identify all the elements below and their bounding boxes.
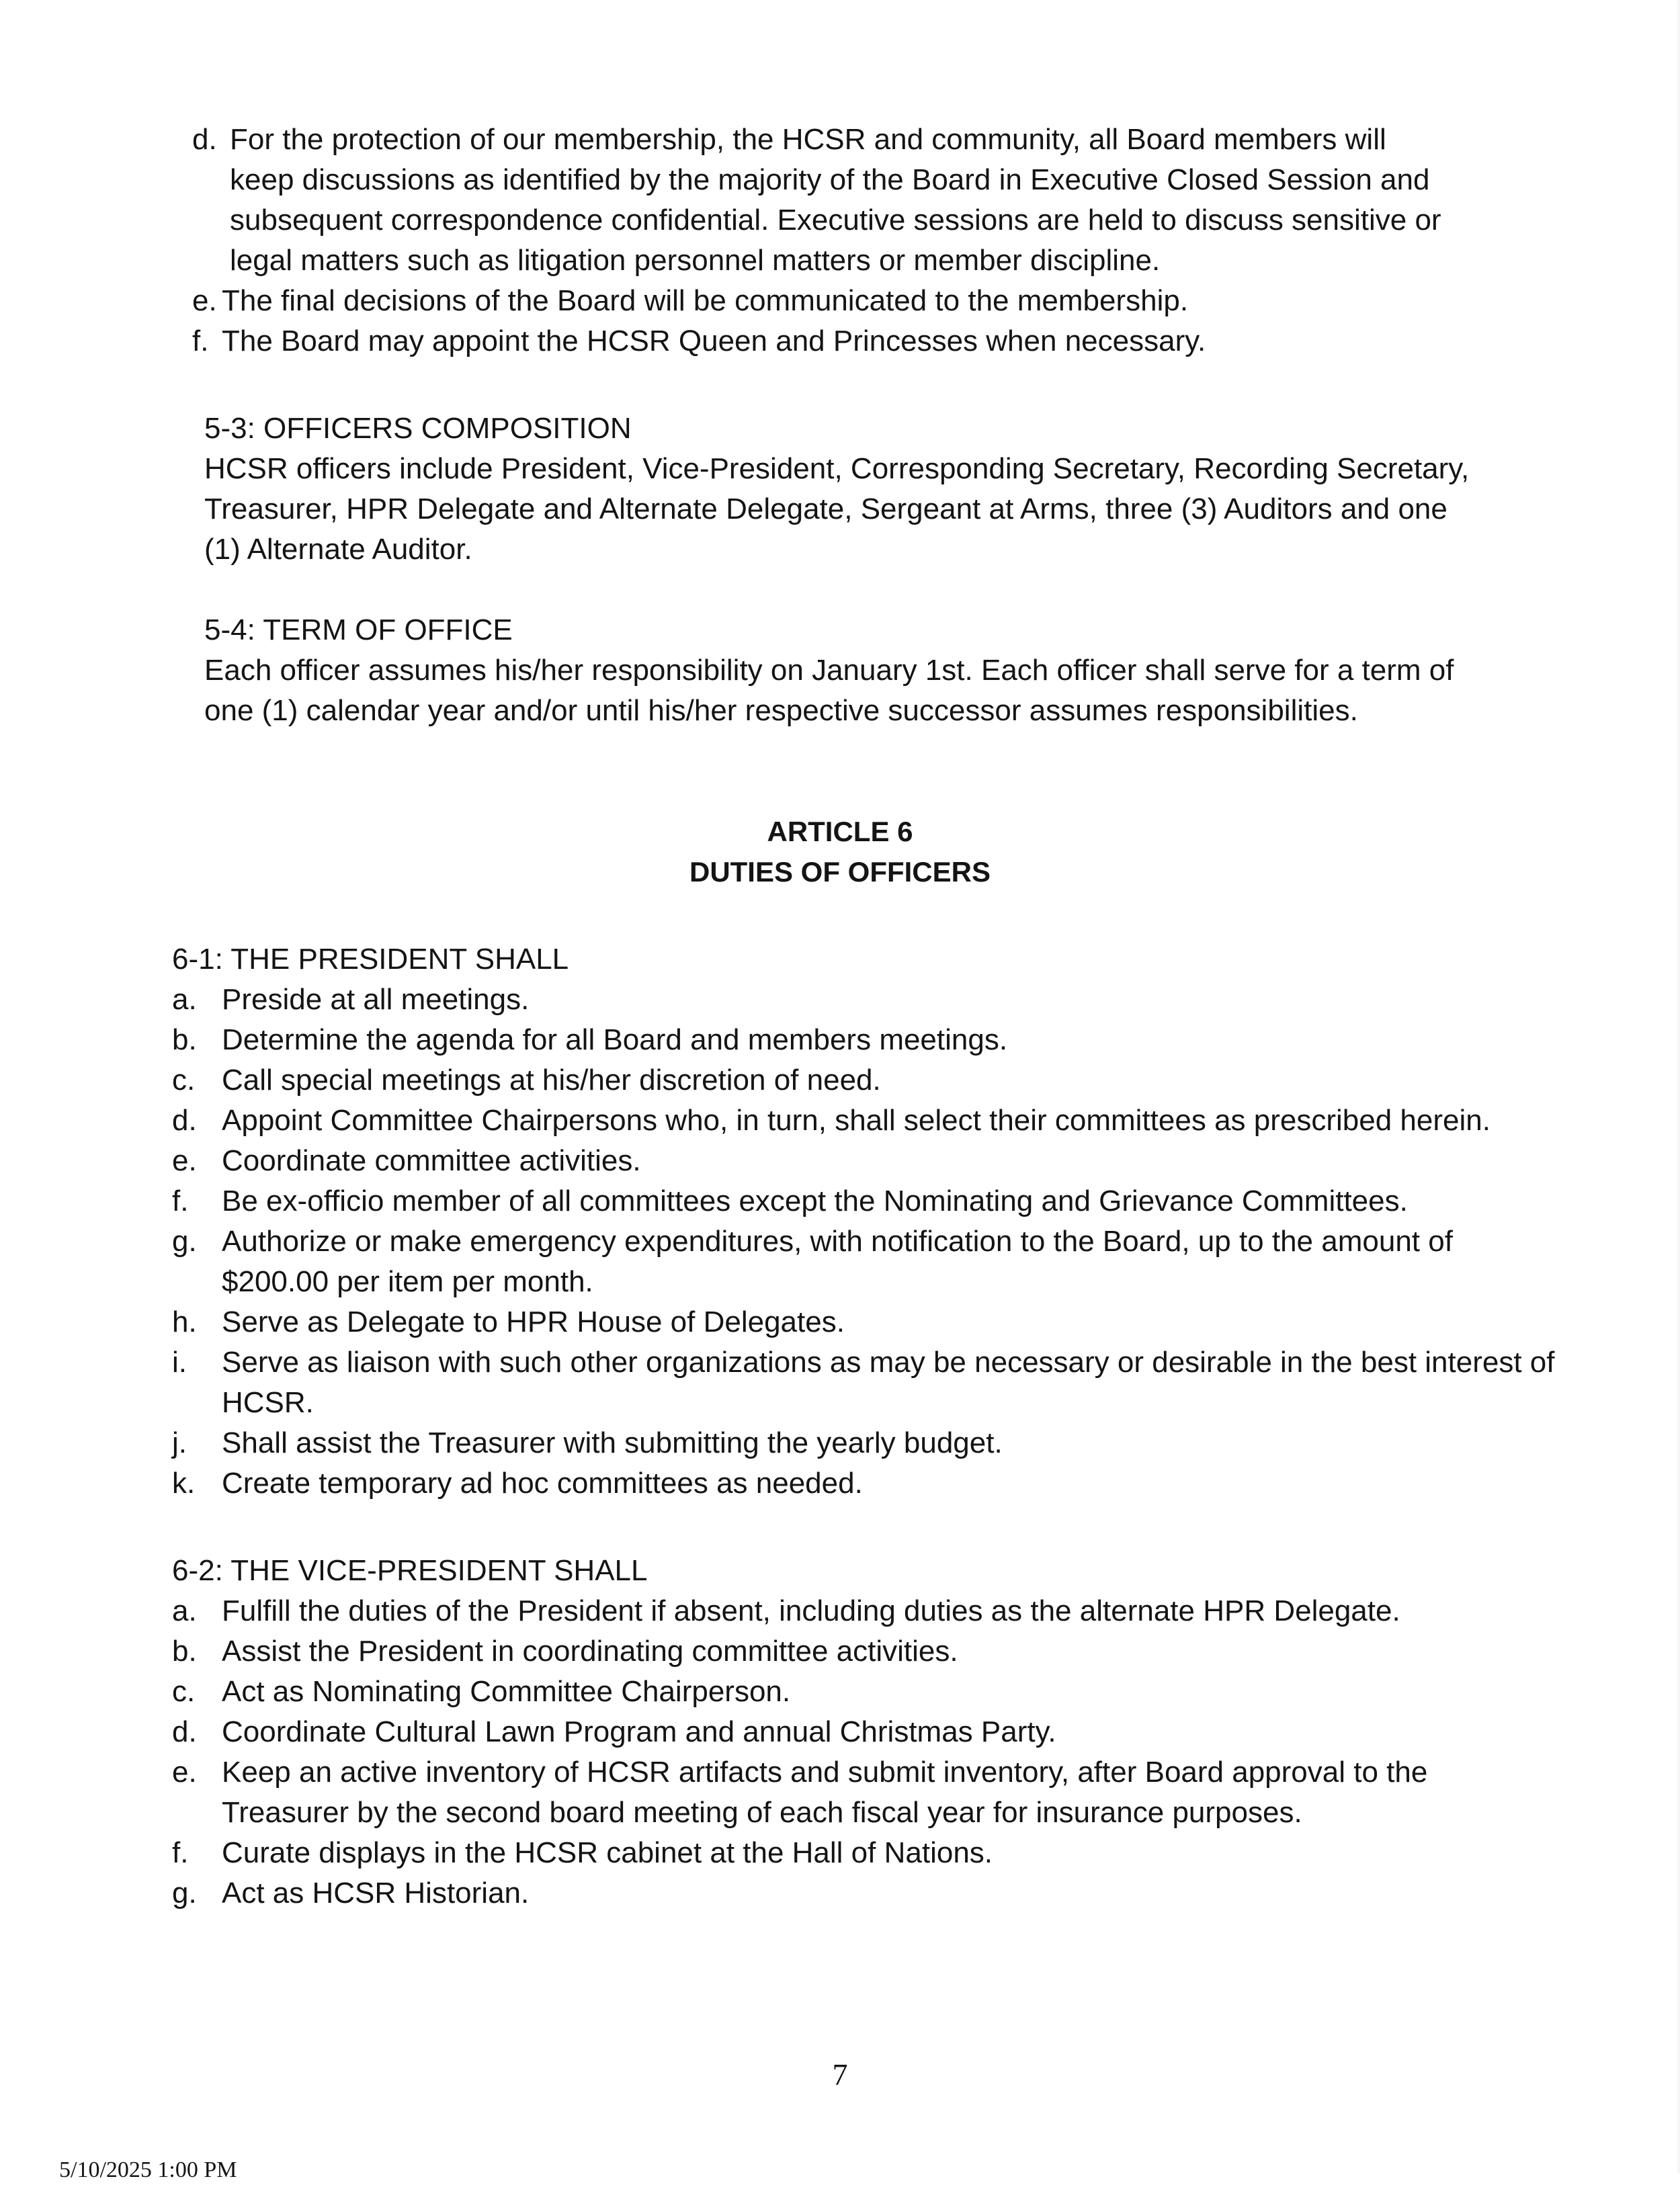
list-item-line: Act as HCSR Historian. — [222, 1877, 530, 1910]
article-title: DUTIES OF OFFICERS — [689, 856, 991, 888]
list-item-line: Be ex-officio member of all committees except the Nominating and Grievance Committees. — [222, 1185, 1408, 1217]
paragraph-line: HCSR officers include President, Vice-President, Corresponding Secretary, Recording Secretary, — [204, 452, 1470, 485]
list-item-line: Call special meetings at his/her discretion of need. — [222, 1064, 881, 1097]
section-heading: 6-2: THE VICE-PRESIDENT SHALL — [172, 1554, 648, 1587]
list-item-marker: e. — [192, 284, 217, 317]
list-item-line: Create temporary ad hoc committees as needed. — [222, 1467, 863, 1500]
section-heading: 6-1: THE PRESIDENT SHALL — [172, 943, 569, 976]
list-item-marker: d. — [192, 123, 217, 156]
list-item-marker: e. — [172, 1756, 197, 1789]
list-item-line: Coordinate Cultural Lawn Program and annual Christmas Party. — [222, 1715, 1056, 1748]
list-item-marker: c. — [172, 1675, 196, 1708]
paragraph-line: Each officer assumes his/her responsibility on January 1st. Each officer shall serve for a term of — [204, 654, 1454, 687]
list-item-marker: f. — [172, 1185, 189, 1217]
list-item-marker: h. — [172, 1305, 197, 1338]
list-item-marker: c. — [172, 1064, 196, 1097]
list-item-line: Shall assist the Treasurer with submitting the yearly budget. — [222, 1426, 1003, 1459]
list-item-line: $200.00 per item per month. — [222, 1265, 593, 1298]
list-item-marker: d. — [172, 1104, 197, 1137]
list-item-line: HCSR. — [222, 1386, 314, 1419]
list-item-marker: d. — [172, 1715, 197, 1748]
scan-edge-shadow — [1676, 0, 1680, 2174]
list-item-marker: a. — [172, 983, 197, 1016]
list-item-line: Curate displays in the HCSR cabinet at the Hall of Nations. — [222, 1836, 993, 1869]
list-item-line: The Board may appoint the HCSR Queen and Princesses when necessary. — [222, 325, 1206, 357]
list-item-line: Preside at all meetings. — [222, 983, 530, 1016]
paragraph-line: one (1) calendar year and/or until his/her respective successor assumes responsibilities. — [204, 694, 1358, 727]
list-item-marker: k. — [172, 1467, 196, 1500]
article-number: ARTICLE 6 — [767, 816, 913, 847]
list-item-line: For the protection of our membership, the HCSR and community, all Board members will — [230, 123, 1386, 156]
footer-timestamp: 5/10/2025 1:00 PM — [59, 2157, 237, 2182]
paragraph-line: Treasurer, HPR Delegate and Alternate Delegate, Sergeant at Arms, three (3) Auditors and one — [204, 492, 1447, 525]
list-item-line: Coordinate committee activities. — [222, 1144, 641, 1177]
list-item-line: Fulfill the duties of the President if absent, including duties as the alternate HPR Delegate. — [222, 1594, 1400, 1627]
list-item-marker: f. — [172, 1836, 189, 1869]
list-item-line: legal matters such as litigation personnel matters or member discipline. — [230, 244, 1161, 277]
list-item-marker: f. — [192, 325, 209, 357]
list-item-line: Authorize or make emergency expenditures, with notification to the Board, up to the amount of — [222, 1225, 1453, 1258]
section-heading: 5-3: OFFICERS COMPOSITION — [204, 412, 632, 445]
list-item-line: Act as Nominating Committee Chairperson. — [222, 1675, 791, 1708]
list-item-marker: j. — [172, 1426, 187, 1459]
list-item-line: Serve as liaison with such other organizations as may be necessary or desirable in the best interest of — [222, 1346, 1555, 1379]
list-item-marker: g. — [172, 1877, 197, 1910]
list-item-line: Treasurer by the second board meeting of each fiscal year for insurance purposes. — [222, 1796, 1302, 1829]
list-item-line: Keep an active inventory of HCSR artifacts and submit inventory, after Board approval to the — [222, 1756, 1428, 1789]
list-item-marker: a. — [172, 1594, 197, 1627]
list-item-line: Assist the President in coordinating committee activities. — [222, 1635, 958, 1668]
list-item-line: Serve as Delegate to HPR House of Delegates. — [222, 1305, 845, 1338]
list-item-marker: e. — [172, 1144, 197, 1177]
list-item-line: subsequent correspondence confidential. Executive sessions are held to discuss sensitive or — [230, 204, 1441, 237]
list-item-marker: b. — [172, 1023, 197, 1056]
list-item-marker: b. — [172, 1635, 197, 1668]
list-item-line: The final decisions of the Board will be communicated to the membership. — [222, 284, 1189, 317]
list-item-marker: i. — [172, 1346, 187, 1379]
page-number: 7 — [832, 2057, 848, 2092]
list-item-marker: g. — [172, 1225, 197, 1258]
list-item-line: Appoint Committee Chairpersons who, in turn, shall select their committees as prescribed herein. — [222, 1104, 1490, 1137]
paragraph-line: (1) Alternate Auditor. — [204, 533, 472, 566]
list-item-line: keep discussions as identified by the majority of the Board in Executive Closed Session and — [230, 163, 1430, 196]
section-heading: 5-4: TERM OF OFFICE — [204, 613, 513, 646]
list-item-line: Determine the agenda for all Board and members meetings. — [222, 1023, 1008, 1056]
